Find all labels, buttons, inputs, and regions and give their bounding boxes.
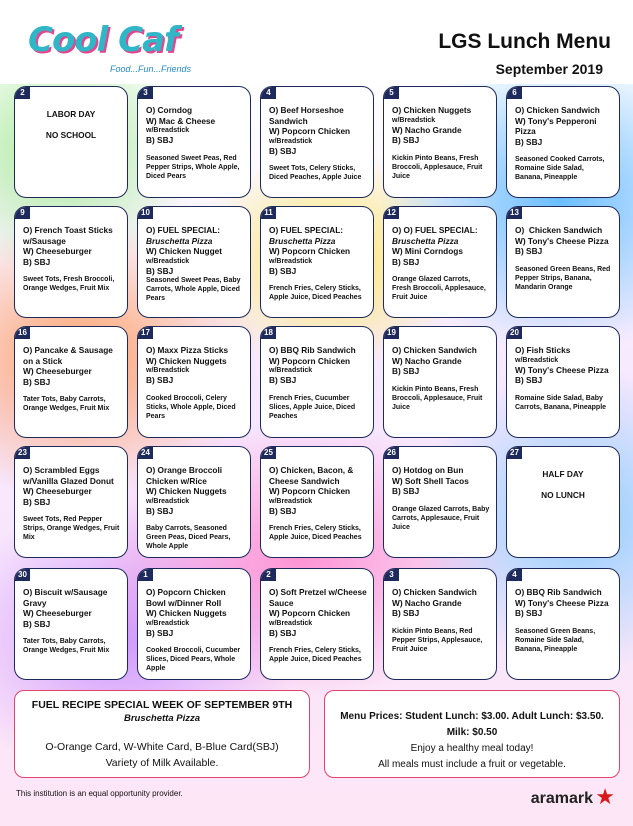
day-menu (269, 225, 367, 302)
day-cell (506, 206, 620, 318)
day-cell (137, 86, 251, 198)
menu-item: NO SCHOOL (45, 129, 97, 140)
menu-item: O) French Toast Sticks w/Sausage (23, 225, 116, 246)
menu-item: W) Popcorn Chicken (269, 246, 351, 256)
spacer (23, 267, 121, 275)
day-menu (392, 105, 490, 181)
menu-item: B) SBJ (269, 265, 297, 276)
menu-side-note: w/Breadstick (269, 367, 313, 374)
day-number: 11 (261, 207, 276, 219)
spacer (392, 377, 490, 385)
day-cell (137, 568, 251, 680)
menu-item: B) SBJ (269, 145, 297, 156)
aramark-star-icon: ★ (595, 784, 615, 809)
day-number: 6 (507, 87, 522, 99)
day-menu (19, 109, 123, 150)
menu-side-note: Cooked Broccoli, Cucumber Slices, Diced Pears, Whole Apple (146, 647, 243, 672)
menu-side-note: Kickin Pinto Beans, Red Pepper Strips, Applesauce, Fruit Juice (392, 627, 485, 653)
day-number: 19 (384, 327, 399, 339)
spacer (23, 387, 121, 395)
spacer (269, 156, 367, 164)
day-number: 24 (138, 447, 153, 459)
menu-item: W) Cheeseburger (23, 486, 92, 496)
menu-item: B) SBJ (146, 265, 174, 276)
menu-item: W) Tony's Cheese Pizza (515, 597, 609, 608)
menu-item: W) Nacho Grande (392, 355, 462, 366)
spacer (269, 638, 367, 646)
day-number: 4 (261, 87, 276, 99)
menu-side-note: w/Breadstick (146, 619, 190, 627)
day-cell (383, 446, 497, 558)
day-number: 5 (384, 87, 399, 99)
menu-item: B) SBJ (146, 627, 174, 638)
day-number: 26 (384, 447, 399, 459)
menu-side-note: w/Breadstick (392, 116, 436, 124)
menu-side-note: French Fries, Cucumber Slices, Apple Juice, Diced Peaches (269, 394, 358, 420)
spacer (269, 276, 367, 284)
card-legend: O-Orange Card, W-White Card, B-Blue Card(SBJ) (45, 741, 279, 753)
menu-item: W) Mini Corndogs (392, 246, 463, 256)
fuel-recipe-box (14, 690, 310, 778)
menu-item: O) O) FUEL SPECIAL: (392, 225, 478, 235)
spacer (392, 619, 490, 627)
menu-side-note: Seasoned Green Beans, Romaine Side Salad, Banana, Pineapple (515, 627, 598, 653)
menu-item: W) Mac & Cheese (146, 115, 216, 126)
day-cell (506, 326, 620, 438)
day-number: 3 (384, 569, 399, 581)
day-menu (146, 345, 244, 421)
spacer (23, 629, 121, 637)
day-menu (23, 225, 121, 293)
menu-side-note: Sweet Tots, Celery Sticks, Diced Peaches, Apple Juice (269, 165, 362, 181)
spacer (146, 638, 244, 646)
logo-tagline: Food...Fun...Friends (110, 64, 192, 74)
day-number: 2 (15, 87, 30, 99)
day-menu (392, 345, 490, 412)
day-cell (260, 86, 374, 198)
menu-item: B) SBJ (392, 486, 420, 496)
menu-side-note: Sweet Tots, Red Pepper Strips, Orange Wedges, Fruit Mix (23, 516, 122, 541)
menu-item: O) Pancake & Sausage on a Stick (23, 345, 116, 366)
day-cell (506, 568, 620, 680)
menu-item: B) SBJ (392, 366, 420, 376)
menu-item: W) Chicken Nuggets (146, 355, 227, 366)
day-cell (260, 446, 374, 558)
day-menu (269, 465, 367, 542)
menu-item: W) Popcorn Chicken (269, 126, 351, 136)
day-number: 4 (507, 569, 522, 581)
menu-side-note: Tater Tots, Baby Carrots, Orange Wedges, Fruit Mix (23, 396, 110, 412)
day-menu (515, 587, 613, 654)
menu-item: B) SBJ (515, 246, 543, 256)
spacer (515, 386, 613, 394)
day-menu (269, 105, 367, 182)
spacer (146, 386, 244, 394)
spacer (146, 146, 244, 154)
menu-item: W) Nacho Grande (392, 597, 462, 608)
day-menu (269, 345, 367, 421)
day-menu (23, 587, 121, 655)
day-cell (506, 446, 620, 558)
menu-item: B) SBJ (23, 256, 51, 267)
menu-item: B) SBJ (515, 375, 543, 385)
day-menu (515, 105, 613, 182)
aramark-logo: aramark (530, 790, 593, 807)
page-title: LGS Lunch Menu (438, 30, 611, 53)
menu-side-note: Tater Tots, Baby Carrots, Orange Wedges, Fruit Mix (23, 638, 110, 654)
day-cell (383, 206, 497, 318)
menu-item: W) Cheeseburger (23, 246, 92, 256)
day-number: 17 (138, 327, 153, 339)
day-cell (14, 568, 128, 680)
day-number: 25 (261, 447, 276, 459)
spacer (23, 507, 121, 515)
day-number: 18 (261, 327, 276, 339)
day-cell (506, 86, 620, 198)
prices-box (324, 690, 620, 778)
spacer (515, 619, 613, 627)
day-cell (14, 86, 128, 198)
menu-item: O) BBQ Rib Sandwich (269, 345, 356, 355)
day-number: 2 (261, 569, 276, 581)
menu-item: B) SBJ (392, 256, 420, 267)
menu-side-note: w/Breadstick (146, 257, 190, 265)
menu-item: B) SBJ (23, 496, 51, 507)
menu-item: W) Chicken Nugget (146, 246, 223, 256)
day-menu (392, 225, 490, 302)
menu-item: W) Cheeseburger (23, 366, 92, 376)
day-menu (392, 465, 490, 532)
day-cell (137, 446, 251, 558)
day-menu (146, 587, 244, 673)
cool-cafe-logo (28, 20, 198, 80)
day-menu (515, 225, 613, 292)
menu-item: W) Chicken Nuggets (146, 608, 227, 618)
fuel-recipe-title: FUEL RECIPE SPECIAL WEEK OF SEPTEMBER 9TH (31, 699, 293, 711)
spacer (269, 386, 367, 394)
day-menu (146, 105, 244, 181)
day-number: 20 (507, 327, 522, 339)
menu-side-note: w/Breadstick (146, 497, 190, 505)
menu-side-note: Orange Glazed Carrots, Fresh Broccoli, Applesauce, Fruit Juice (392, 276, 488, 301)
menu-side-note: Seasoned Sweet Peas, Red Pepper Strips, Whole Apple, Diced Pears (146, 154, 242, 180)
menu-item: O) Beef Horseshoe Sandwich (269, 105, 347, 126)
menu-side-note: Cooked Broccoli, Celery Sticks, Whole Apple, Diced Pears (146, 394, 238, 420)
menu-item: O) Biscuit w/Sausage Gravy (23, 587, 110, 608)
menu-item: W) Chicken Nuggets (146, 486, 227, 496)
page-subtitle: September 2019 (495, 61, 603, 77)
fuel-special-name: Bruschetta Pizza (269, 235, 336, 246)
day-cell (14, 446, 128, 558)
menu-item: O) Scrambled Eggs w/Vanilla Glazed Donut (23, 465, 114, 486)
day-menu (269, 587, 370, 664)
day-menu (392, 587, 490, 654)
menu-item: W) Popcorn Chicken (269, 486, 351, 496)
menu-item: O) FUEL SPECIAL: (146, 225, 221, 235)
menu-side-note: w/Breadstick (269, 619, 313, 627)
logo-text: Cool Caf (28, 20, 178, 60)
menu-item: B) SBJ (146, 375, 174, 385)
menu-item: O) Soft Pretzel w/Cheese Sauce (269, 587, 370, 608)
menu-item: NO LUNCH (541, 489, 585, 500)
day-cell (260, 206, 374, 318)
menu-item: LABOR DAY (46, 109, 96, 119)
menu-item: W) Tony's Cheese Pizza (515, 235, 609, 246)
menu-item: O) Chicken, Bacon, & Cheese Sandwich (269, 465, 356, 486)
menu-item: B) SBJ (269, 375, 297, 385)
spacer (146, 516, 244, 524)
menu-item: O) Chicken Sandwich (515, 225, 603, 235)
menu-item: W) Soft Shell Tacos (392, 475, 469, 486)
menu-side-note: w/Breadstick (515, 356, 559, 364)
menu-side-note: Romaine Side Salad, Baby Carrots, Banana, Pineapple (515, 394, 607, 411)
fuel-special-name: Bruschetta Pizza (392, 235, 459, 246)
day-number: 16 (15, 327, 30, 339)
menu-side-note: Sweet Tots, Fresh Broccoli, Orange Wedges, Fruit Mix (23, 276, 117, 292)
spacer (515, 257, 613, 265)
spacer (515, 147, 613, 155)
menu-item: B) SBJ (269, 505, 297, 516)
menu-item: O) Chicken Sandwich (515, 105, 600, 115)
day-number: 3 (138, 87, 153, 99)
spacer (392, 267, 490, 275)
menu-item: W) Nacho Grande (392, 124, 462, 135)
menu-side-note: Baby Carrots, Seasoned Green Peas, Diced Pears, Whole Apple (146, 525, 233, 550)
menu-item: B) SBJ (269, 627, 297, 638)
menu-item: HALF DAY (542, 469, 584, 479)
menu-side-note: w/Breadstick (269, 137, 313, 145)
day-number: 23 (15, 447, 30, 459)
milk-note: Variety of Milk Available. (105, 757, 219, 769)
menu-side-note: Orange Glazed Carrots, Baby Carrots, Applesauce, Fruit Juice (392, 505, 492, 531)
day-number: 13 (507, 207, 522, 219)
menu-item: B) SBJ (392, 135, 420, 145)
menu-item: W) Popcorn Chicken (269, 608, 351, 618)
menu-item: O) Chicken Sandwich (392, 345, 477, 355)
day-cell (383, 326, 497, 438)
day-menu (511, 469, 615, 510)
menu-item: O) Chicken Sandwich (392, 587, 477, 597)
menu-item: O) Maxx Pizza Sticks (146, 345, 229, 355)
menu-item: B) SBJ (146, 135, 174, 145)
menu-prices: Menu Prices: Student Lunch: $3.00. Adult Lunch: $3.50. (340, 711, 604, 722)
day-menu (146, 225, 244, 303)
menu-side-note: French Fries, Celery Sticks, Apple Juice, Diced Peaches (269, 525, 363, 541)
menu-side-note: Seasoned Green Beans, Red Pepper Strips, Banana, Mandarin Orange (515, 265, 613, 291)
menu-side-note: w/Breadstick (269, 257, 313, 265)
menu-side-note: Kickin Pinto Beans, Fresh Broccoli, Applesauce, Fruit Juice (392, 385, 485, 411)
day-cell (383, 568, 497, 680)
menu-side-note: w/Breadstick (146, 367, 190, 374)
day-number: 9 (15, 207, 30, 219)
menu-item: O) Corndog (146, 105, 193, 115)
day-number: 27 (507, 447, 522, 459)
milk-price: Milk: $0.50 (446, 727, 498, 738)
menu-item: W) Popcorn Chicken (269, 355, 351, 366)
day-cell (383, 86, 497, 198)
menu-item: O) Hotdog on Bun (392, 465, 464, 475)
menu-item: O) Fish Sticks (515, 345, 571, 355)
menu-item: B) SBJ (23, 618, 51, 629)
equal-opportunity-note: This institution is an equal opportunity provider. (16, 789, 183, 798)
menu-item: B) SBJ (515, 136, 543, 147)
menu-side-note: w/Breadstick (146, 127, 190, 134)
day-cell (260, 568, 374, 680)
day-number: 30 (15, 569, 30, 581)
menu-item: B) SBJ (515, 608, 543, 618)
fruit-veg-note: All meals must include a fruit or vegetable. (378, 759, 566, 770)
day-menu (515, 345, 613, 412)
fuel-recipe-subtitle: Bruschetta Pizza (123, 713, 201, 724)
menu-item: B) SBJ (146, 505, 174, 516)
day-cell (137, 206, 251, 318)
menu-item: O) Popcorn Chicken Bowl w/Dinner Roll (146, 587, 229, 608)
menu-item: O) Orange Broccoli Chicken w/Rice (146, 465, 225, 486)
day-number: 10 (138, 207, 153, 219)
day-menu (146, 465, 244, 551)
day-cell (137, 326, 251, 438)
spacer (392, 146, 490, 154)
menu-item: O) FUEL SPECIAL: (269, 225, 344, 235)
menu-side-note: Seasoned Cooked Carrots, Romaine Side Salad, Banana, Pineapple (515, 156, 607, 181)
header (0, 0, 633, 84)
menu-item: O) BBQ Rib Sandwich (515, 587, 602, 597)
menu-side-note: French Fries, Celery Sticks, Apple Juice, Diced Peaches (269, 647, 363, 663)
menu-item: O) Chicken Nuggets (392, 105, 472, 115)
spacer (269, 516, 367, 524)
menu-item: W) Cheeseburger (23, 608, 92, 618)
menu-side-note: w/Breadstick (269, 497, 313, 505)
day-cell (260, 326, 374, 438)
menu-side-note: French Fries, Celery Sticks, Apple Juice, Diced Peaches (269, 285, 363, 301)
spacer (392, 497, 490, 505)
healthy-meal-note: Enjoy a healthy meal today! (410, 743, 534, 754)
day-number: 12 (384, 207, 399, 219)
menu-item: B) SBJ (23, 376, 51, 387)
menu-side-note: Seasoned Sweet Peas, Baby Carrots, Whole Apple, Diced Pears (146, 277, 243, 302)
day-menu (23, 465, 121, 542)
day-menu (23, 345, 121, 413)
day-cell (14, 326, 128, 438)
fuel-special-name: Bruschetta Pizza (146, 235, 213, 246)
day-number: 1 (138, 569, 153, 581)
day-cell (14, 206, 128, 318)
menu-side-note: Kickin Pinto Beans, Fresh Broccoli, Applesauce, Fruit Juice (392, 154, 485, 180)
menu-item: W) Tony's Pepperoni Pizza (515, 115, 599, 136)
menu-item: W) Tony's Cheese Pizza (515, 364, 609, 375)
menu-item: B) SBJ (392, 608, 420, 618)
